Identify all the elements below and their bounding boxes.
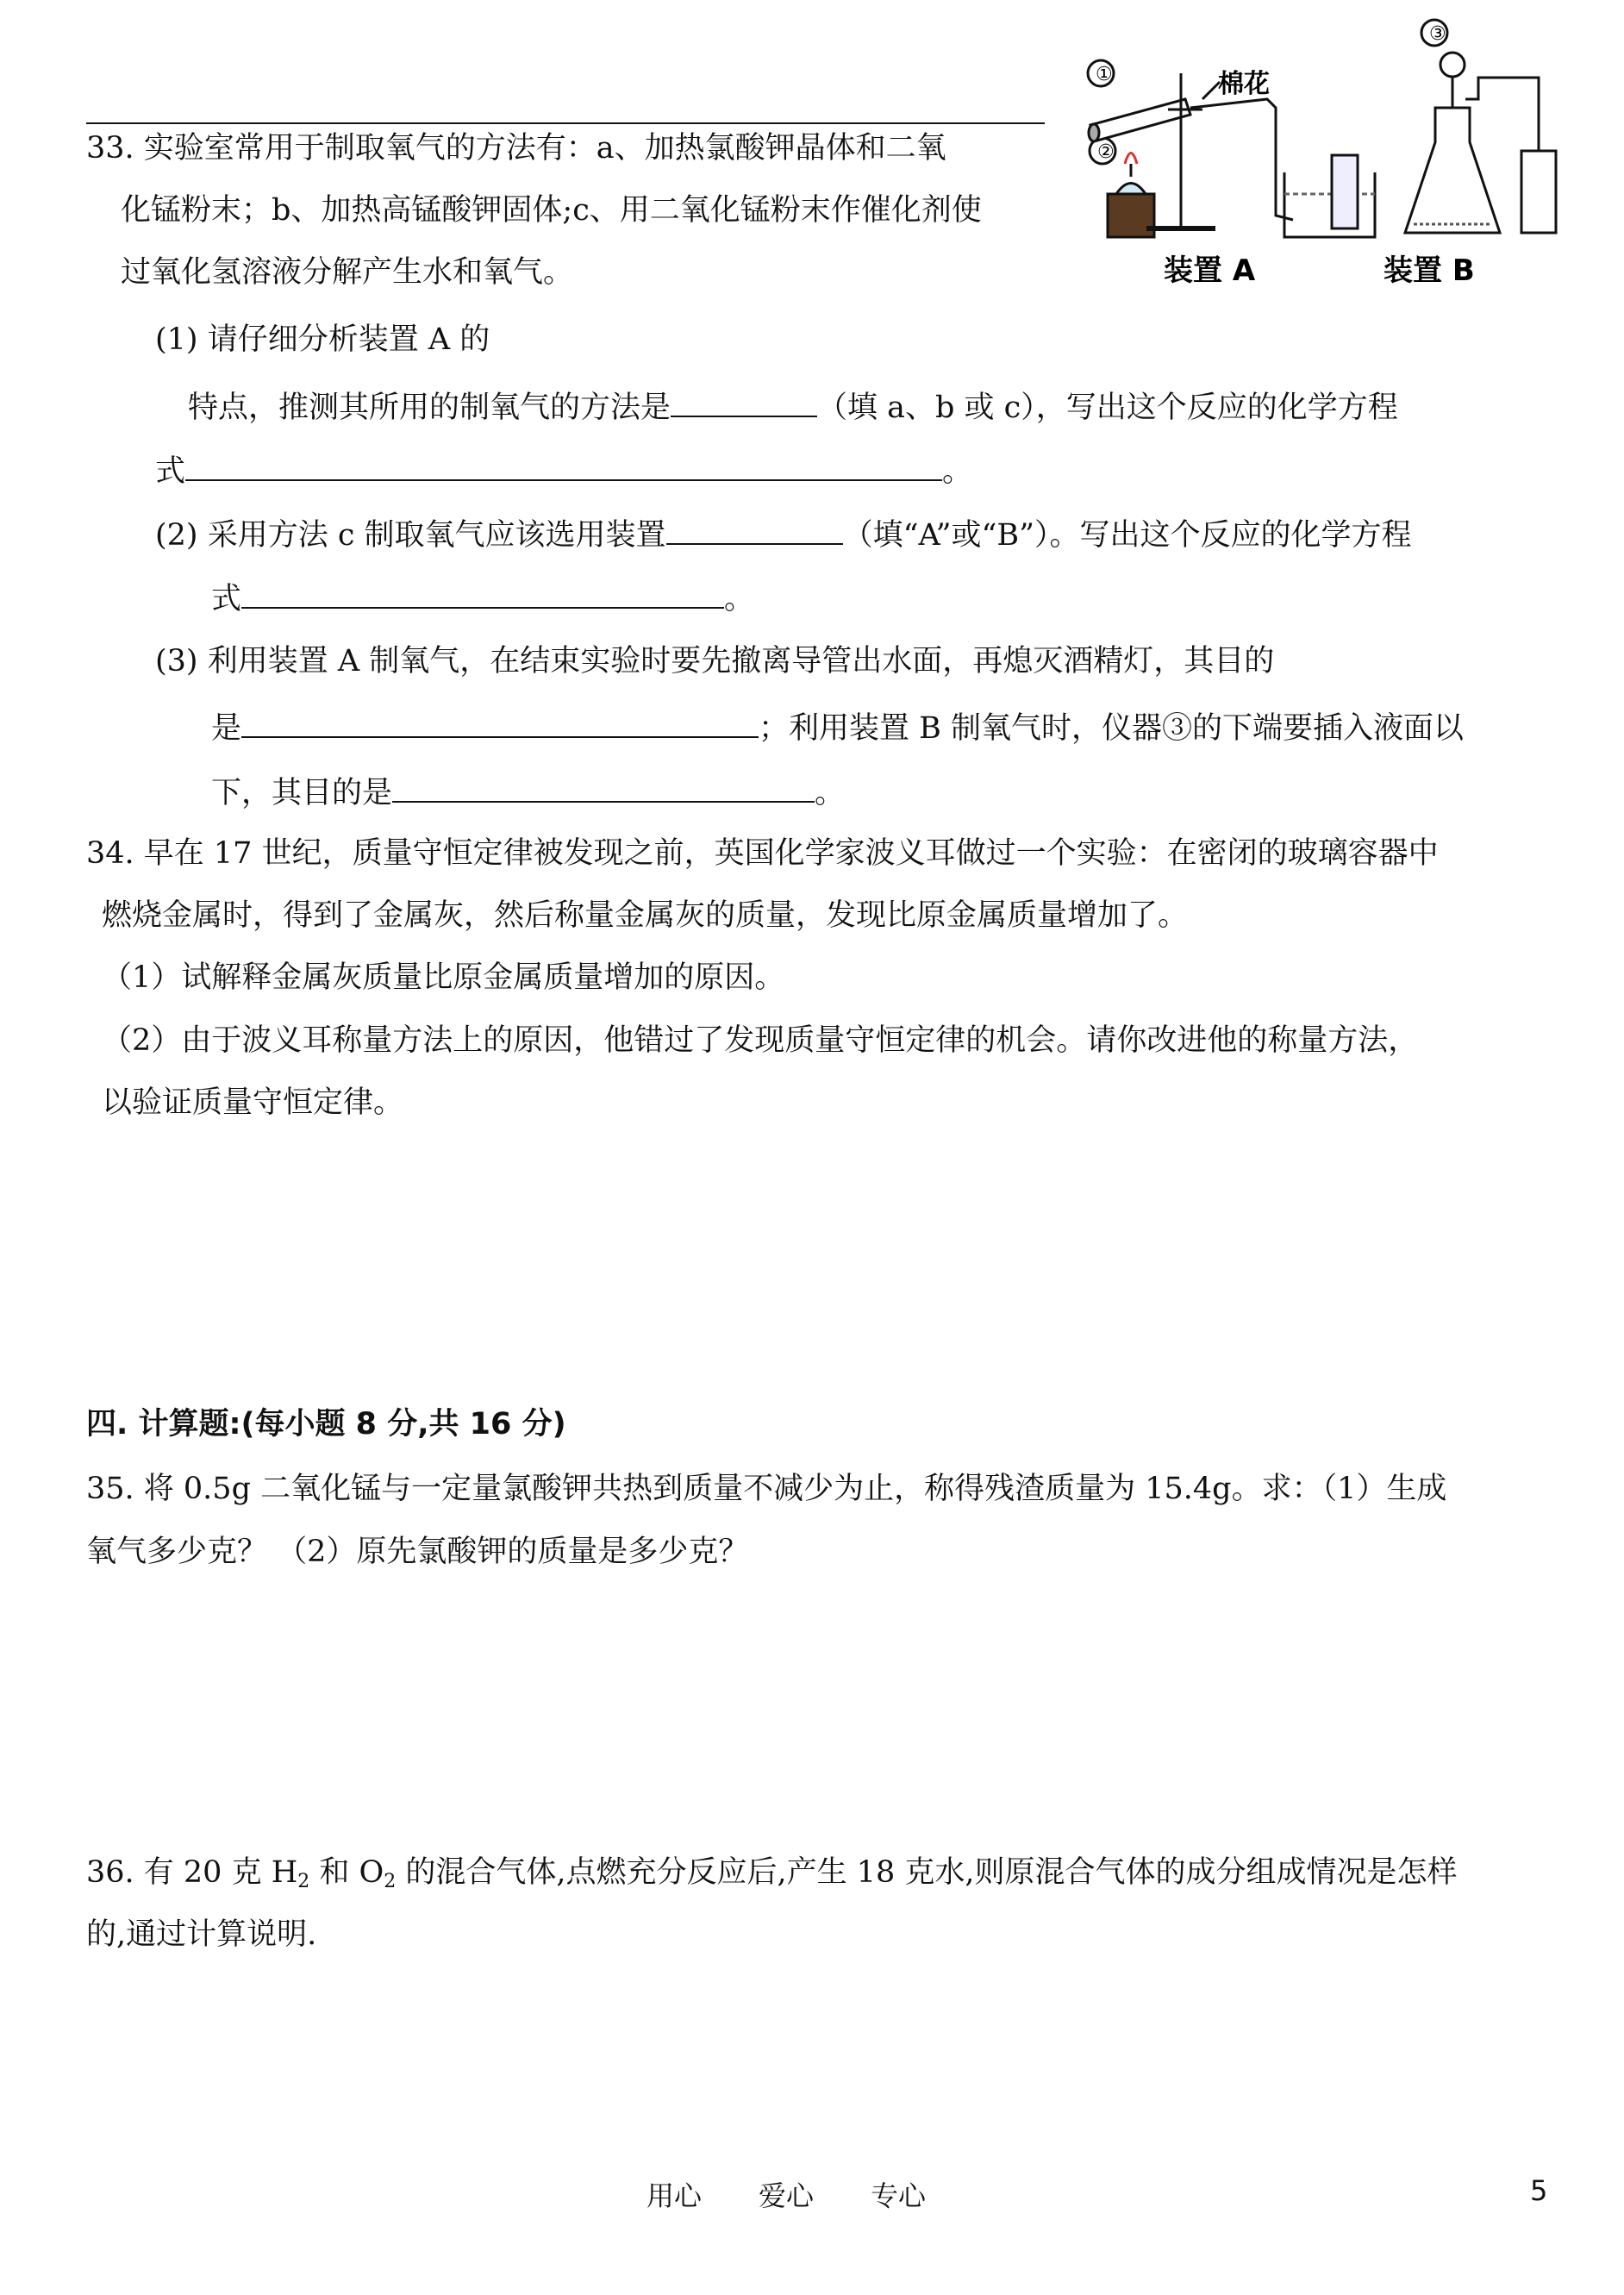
q33-part2-text-b: （填“A”或“B”）。写出这个反应的化学方程 [842,518,1412,553]
q33-part2-line1 [155,514,1412,554]
answer-blank-purpose-a[interactable] [241,707,759,738]
answer-blank-equation-c[interactable] [241,578,724,609]
footer-motto-1: 用心 [646,2179,703,2212]
q33-part1-line3 [155,450,972,491]
answer-blank-apparatus[interactable] [666,514,843,545]
section4-heading: 四. 计算题:(每小题 8 分,共 16 分) [86,1407,566,1441]
q34-part2-line1: （2）由于波义耳称量方法上的原因，他错过了发现质量守恒定律的机会。请你改进他的称量方法， [102,1023,1419,1058]
answer-blank-purpose-b[interactable] [392,772,815,803]
q33-part1-text-d: 。 [942,454,973,489]
q33-stem-line2: 化锰粉末；b、加热高锰酸钾固体;c、用二氧化锰粉末作催化剂使 [121,193,982,228]
cotton-label: 棉花 [1218,69,1270,99]
q33-part3-line2 [211,707,1464,747]
q33-part3-text-b: ；利用装置 B 制氧气时，仪器③的下端要插入液面以 [759,711,1464,746]
q33-part1-line2 [188,386,1398,427]
q33-part3-text-a: 是 [211,711,242,746]
q35-line2: 氧气多少克？ （2）原先氯酸钾的质量是多少克？ [86,1535,749,1569]
q34-part2-line2: 以验证质量守恒定律。 [102,1085,404,1120]
footer-motto-2: 爱心 [759,2179,815,2212]
apparatus-a-label: 装置 A [1164,253,1256,288]
q33-part3-line1: (3) 利用装置 A 制氧气，在结束实验时要先撤离导管出水面，再熄灭酒精灯，其目的 [155,644,1275,678]
q34-stem-line1: 34. 早在 17 世纪，质量守恒定律被发现之前，英国化学家波义耳做过一个实验：在密闭的玻璃容器中 [86,836,1439,871]
apparatus-b-label: 装置 B [1384,253,1475,288]
q35-line1: 35. 将 0.5g 二氧化锰与一定量氯酸钾共热到质量不减少为止，称得残渣质量为 15.4g。求：（1）生成 [86,1472,1447,1506]
q36-text-a: 36. 有 20 克 H [86,1855,298,1890]
figure-label-2: ② [1097,141,1115,163]
h2-subscript: 2 [297,1871,310,1892]
top-rule [86,122,1045,124]
q36-text-b: 和 O [309,1855,384,1890]
figure-label-3: ③ [1429,23,1446,45]
q33-part1-text-c: 式 [155,454,186,489]
q33-part3-line3 [211,772,845,812]
q33-part1-text-b: （填 a、b 或 c），写出这个反应的化学方程 [817,391,1398,425]
q36-line1 [86,1854,1457,1892]
figure-label-1: ① [1096,64,1113,85]
q33-part1-text-a: 特点，推测其所用的制氧气的方法是 [188,391,671,425]
q33-part2-text-d: 。 [724,582,755,616]
q33-part2-text-c: 式 [211,582,242,616]
q33-part1-line1: (1) 请仔细分析装置 A 的 [155,322,490,357]
q33-part2-text-a: (2) 采用方法 c 制取氧气应该选用装置 [155,518,666,553]
o2-subscript: 2 [384,1871,397,1892]
q33-part2-line2 [211,578,754,618]
q34-stem-line2: 燃烧金属时，得到了金属灰，然后称量金属灰的质量，发现比原金属质量增加了。 [102,898,1189,933]
q33-stem-line3: 过氧化氢溶液分解产生水和氧气。 [121,255,574,290]
q34-part1: （1）试解释金属灰质量比原金属质量增加的原因。 [102,960,785,995]
q33-part3-text-c: 下，其目的是 [211,776,393,810]
q33-stem-line1: 33. 实验室常用于制取氧气的方法有：a、加热氯酸钾晶体和二氧 [86,131,946,166]
q33-part3-text-d: 。 [815,776,846,810]
q36-line2: 的,通过计算说明. [86,1917,317,1952]
footer-motto-3: 专心 [871,2179,927,2212]
q36-text-c: 的混合气体,点燃充分反应后,产生 18 克水,则原混合气体的成分组成情况是怎样 [396,1855,1458,1890]
answer-blank-method[interactable] [671,386,817,417]
apparatus-figure [1073,13,1560,289]
answer-blank-equation-a[interactable] [185,450,942,481]
page-number: 5 [1530,2174,1548,2207]
